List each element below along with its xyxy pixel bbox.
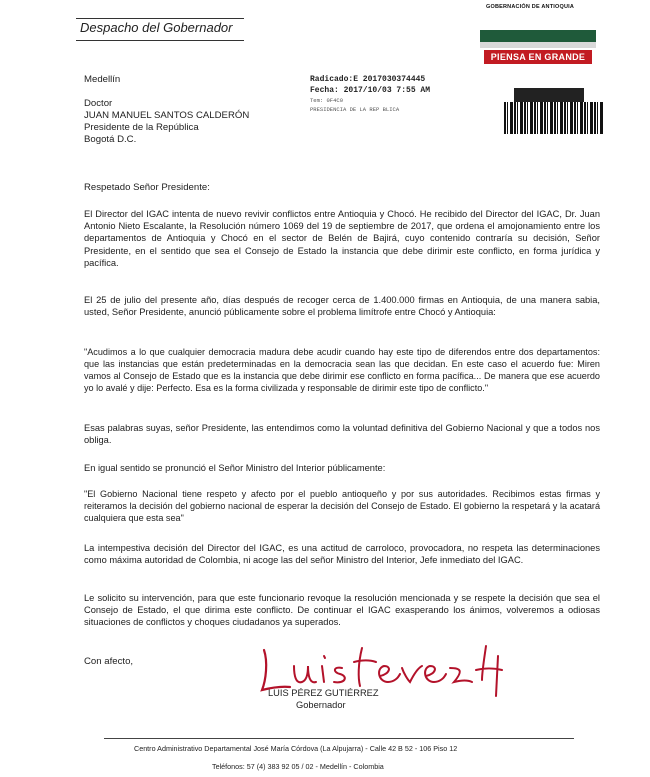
recipient-role: Presidente de la República	[84, 122, 199, 133]
filing-stamp	[310, 74, 430, 114]
letter-city: Medellín	[84, 74, 121, 85]
recipient-title: Doctor	[84, 98, 113, 109]
stamp-line4: PRESIDENCIA DE LA REP BLICA	[310, 106, 400, 113]
salutation: Respetado Señor Presidente:	[84, 182, 210, 193]
stamp-line3: Tem: 0F4C0	[310, 97, 344, 104]
government-logo	[480, 14, 596, 70]
paragraph-2: El 25 de julio del presente año, días después de recoger cerca de 1.400.000 firmas en Antioquia, de una manera sabia, usted, Señor Presidente, anunció públicamente sobre el problema limítrofe entre Chocó y Antioquia:	[84, 295, 600, 318]
stamp-radicado: Radicado:E 2017030374445	[310, 75, 426, 84]
paragraph-4: En igual sentido se pronunció el Señor Ministro del Interior públicamente:	[84, 463, 386, 473]
header-rule-bottom	[76, 40, 244, 41]
recipient-location: Bogotá D.C.	[84, 134, 137, 145]
header-rule-top	[76, 18, 244, 19]
barcode-bars	[504, 102, 604, 134]
paragraph-3: Esas palabras suyas, señor Presidente, las entendimos como la voluntad definitiva del Gobierno Nacional y que a todos nos obliga.	[84, 423, 600, 446]
signatory-role: Gobernador	[296, 700, 346, 710]
government-label: GOBERNACIÓN DE ANTIOQUIA	[486, 4, 575, 10]
logo-green-band	[480, 30, 596, 42]
department-title: Despacho del Gobernador	[80, 20, 233, 35]
footer-phone: Teléfonos: 57 (4) 383 92 05 / 02 - Medellín - Colombia	[212, 762, 384, 771]
stamp-fecha: Fecha: 2017/10/03 7:55 AM	[310, 86, 431, 95]
recipient-name: JUAN MANUEL SANTOS CALDERÓN	[84, 110, 250, 121]
paragraph-5: La intempestiva decisión del Director del IGAC, es una actitud de carroloco, provocadora, no respeta las determinaciones como máxima autoridad de Colombia, ni acoge las del señor Ministro del Interior, Jefe inmediato del IGAC.	[84, 543, 600, 566]
footer-rule	[104, 738, 574, 739]
logo-white-band	[480, 42, 596, 48]
closing: Con afecto,	[84, 656, 134, 667]
quote-minister: "El Gobierno Nacional tiene respeto y afecto por el pueblo antioqueño y por sus autoridades. Recibimos estas firmas y reiteramos la decisión del gobierno nacional de esperar la decisión del Consejo de Estado. El gobierno la respetará y la acatará cualquiera que esta sea"	[84, 489, 600, 523]
barcode-icon	[500, 88, 606, 134]
paragraph-6: Le solicito su intervención, para que este funcionario revoque la resolución mencionada y se respete la decisión que sea el Consejo de Estado, el que dirima este conflicto. De continuar el IGAC exasperando los ánimos, volveremos a odiosas situaciones de conflictos y choques ciudadanos ya superados.	[84, 593, 600, 628]
signatory-name: LUIS PÉREZ GUTIÉRREZ	[268, 688, 379, 698]
footer-address: Centro Administrativo Departamental José María Córdova (La Alpujarra) - Calle 42 B 52 - 106 Piso 12	[134, 744, 458, 753]
quote-president: "Acudimos a lo que cualquier democracia madura debe acudir cuando hay este tipo de diferendos entre dos departamentos: que las instancias que están predeterminadas en la democracia sean las que decidan. En este caso el acuerdo fue: Miren vamos al Consejo de Estado que es la instancia que debe dirimir ese conflicto en forma pacífica... De manera que ese acuerdo yo lo avalé y dije: Perfecto. Esa es la forma civilizada y responsable de dirimir este tipo de conflicto."	[84, 347, 600, 393]
paragraph-1: El Director del IGAC intenta de nuevo revivir conflictos entre Antioquia y Chocó. He recibido del Director del IGAC, Dr. Juan Antonio Nieto Escalante, la Resolución número 1069 del 19 de septiembre de 2017, que ordena el amojonamiento entre los departamentos de Antioquia y Chocó en el sector de Belén de Bajirá, cuyo contenido contraría su decisión, Señor Presidente, en el sentido que sea el Consejo de Estado la instancia que debe dirimir este conflicto, en forma jurídica y pacífica.	[84, 209, 600, 268]
logo-slogan: PIENSA EN GRANDE	[484, 50, 592, 64]
